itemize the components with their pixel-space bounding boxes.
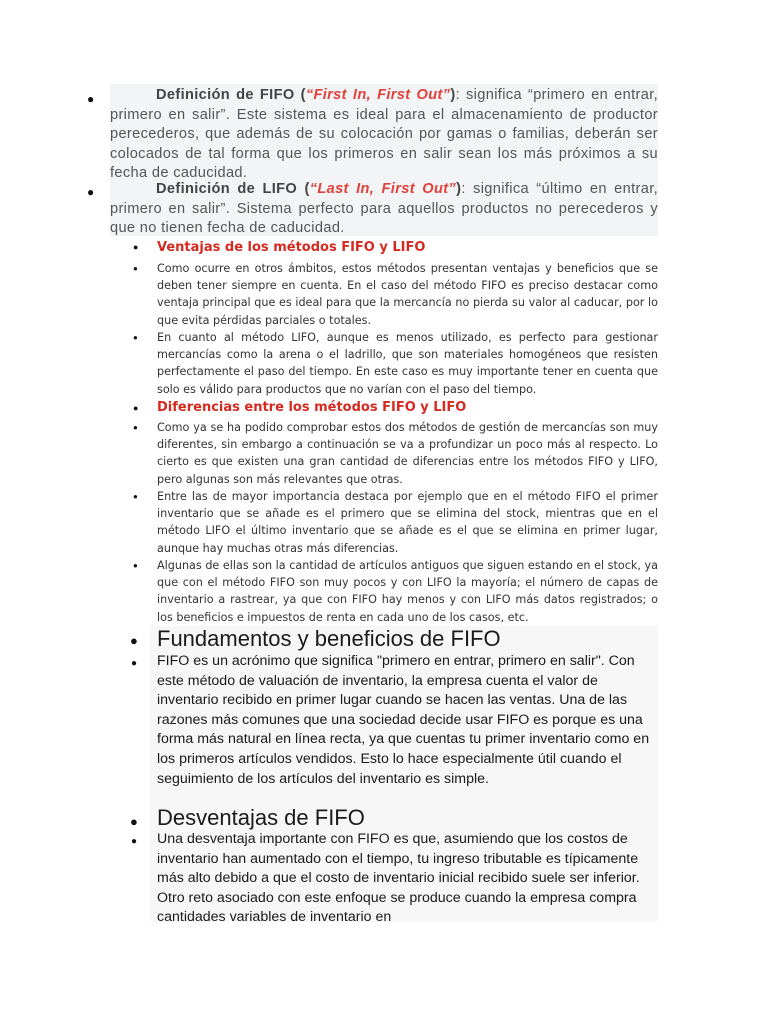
bullet-icon: ● <box>130 814 138 829</box>
bullet-icon: ● <box>133 561 138 570</box>
bullet-icon: ● <box>131 836 138 847</box>
fundamentos-text: FIFO es un acrónimo que significa "primero en entrar, primero en salir". Con este método de valuación de inventario, la empresa cuenta el valor de inventario recibido en primer lugar cuando se hacen las ventas. Una de las razones más comunes que una sociedad decide usar FIFO es porque es una forma más natural en línea recta, ya que cuentas tu primer inventario como en los primeros artículos vendidos. Esto lo hace especialmente útil cuando el seguimiento de los artículos del inventario es simple. <box>157 653 650 787</box>
ventajas-item-1: Como ocurre en otros ámbitos, estos métodos presentan ventajas y beneficios que se deben tener siempre en cuenta. En el caso del método FIFO es preciso destacar como ventaja principal que es ideal para que la mercancía no pierda su valor al caducar, por lo que evita pérdidas parciales o totales. <box>157 262 658 327</box>
fundamentos-heading: Fundamentos y beneficios de FIFO <box>157 626 501 651</box>
lifo-definition-body: : significa “último en entrar, primero en salir”. Sistema perfecto para aquellos productos no perecederos y que no tienen fecha de caducidad. <box>110 181 659 236</box>
fifo-definition-head: Definición de FIFO ( <box>156 87 306 103</box>
ventajas-heading: Ventajas de los métodos FIFO y LIFO <box>157 240 426 255</box>
bullet-icon: ● <box>133 264 138 273</box>
fifo-definition-term: “First In, First Out” <box>305 87 451 103</box>
bullet-icon: ● <box>133 423 138 432</box>
bullet-icon: ● <box>87 185 95 199</box>
diferencias-item-2: Entre las de mayor importancia destaca por ejemplo que en el método FIFO el primer inventario que se añade es el primero que se elimina del stock, mientras que en el método LIFO el último inventario que se añade es el que se elimina en primer lugar, aunque hay muchas otras más diferencias. <box>157 490 658 555</box>
lifo-definition-close: ) <box>456 181 462 197</box>
bullet-icon: ● <box>133 403 139 413</box>
diferencias-item-1: Como ya se ha podido comprobar estos dos métodos de gestión de mercancías son muy diferentes, sin embargo a continuación se va a profundizar un poco más al respecto. Lo cierto es que existen una gran cantidad de diferencias entre los métodos FIFO y LIFO, pero algunas son más relevantes que otras. <box>157 421 658 486</box>
desventajas-heading: Desventajas de FIFO <box>157 805 365 830</box>
diferencias-heading: Diferencias entre los métodos FIFO y LIFO <box>157 400 467 415</box>
fifo-definition-body: : significa “primero en entrar, primero en salir”. Este sistema es ideal para el almacenamiento de productor perecederos, que además de su colocación por gamas o familias, deberán ser colocados de tal forma que los primeros en salir sean los más próximos a su fecha de caducidad. <box>110 87 659 181</box>
bullet-icon: ● <box>87 92 95 106</box>
bullet-icon: ● <box>131 658 138 669</box>
lifo-definition-term: “Last In, First Out” <box>309 181 457 197</box>
desventajas-text: Una desventaja importante con FIFO es que, asumiendo que los costos de inventario han aumentado con el tiempo, tu ingreso tributable es típicamente más alto debido a que el costo de inventario inicial recibido suele ser inferior. Otro reto asociado con este enfoque se produce cuando la empresa compra cantidades variables de inventario en <box>157 831 640 926</box>
diferencias-item-3: Algunas de ellas son la cantidad de artículos antiguos que siguen estando en el stock, ya que con el método FIFO son muy pocos y con LIFO la mayoría; el número de capas de inventario a rastrear, ya que con FIFO hay menos y con LIFO más datos registrados; o los beneficios e impuestos de renta en cada uno de los casos, etc. <box>157 559 658 624</box>
lifo-definition-head: Definición de LIFO ( <box>156 181 310 197</box>
bullet-icon: ● <box>130 633 138 648</box>
lifo-definition <box>110 180 658 239</box>
fifo-definition-close: ) <box>450 87 456 103</box>
bullet-icon: ● <box>133 492 138 501</box>
fifo-definition <box>110 86 658 184</box>
bullet-icon: ● <box>133 242 139 252</box>
bullet-icon: ● <box>133 333 138 342</box>
ventajas-item-2: En cuanto al método LIFO, aunque es menos utilizado, es perfecto para gestionar mercancías como la arena o el ladrillo, que son materiales homogéneos que resisten perfectamente el paso del tiempo. En este caso es muy importante tener en cuenta que solo es válido para productos que no varían con el paso del tiempo. <box>157 331 658 396</box>
